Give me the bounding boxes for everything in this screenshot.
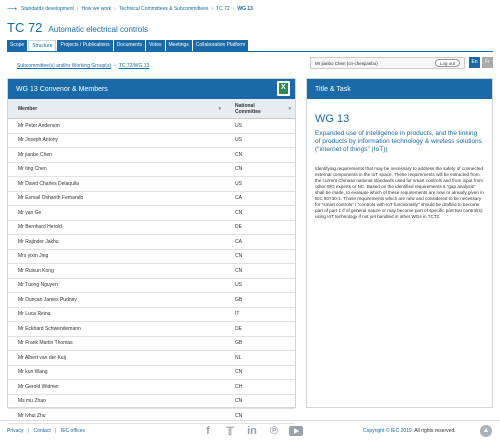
tc-code: TC 72 bbox=[7, 20, 43, 35]
member-name: Mr Esmail Oshanth Fernando bbox=[18, 195, 84, 202]
table-row bbox=[8, 148, 295, 163]
member-name: Mr jianbo Chen bbox=[18, 151, 52, 158]
facebook-icon[interactable]: f bbox=[206, 425, 210, 437]
member-national-committee: CH bbox=[235, 383, 243, 390]
breadcrumb-how-we-work[interactable]: How we work bbox=[81, 6, 112, 12]
iec-offices-link[interactable]: IEC offices bbox=[60, 428, 85, 434]
member-name: Mr lvhui Zhu bbox=[18, 412, 46, 419]
tab-structure[interactable]: Structure bbox=[28, 40, 56, 51]
table-row bbox=[8, 279, 295, 294]
breadcrumb-separator: › bbox=[211, 6, 214, 12]
twitter-icon[interactable]: 𝕋 bbox=[226, 425, 234, 438]
table-row bbox=[8, 264, 295, 279]
table-row bbox=[8, 322, 295, 337]
table-row bbox=[8, 119, 295, 134]
member-national-committee: US bbox=[235, 122, 242, 129]
chevron-right-icon: › bbox=[114, 63, 116, 69]
tc-name: Automatic electrical controls bbox=[48, 25, 148, 34]
table-row bbox=[8, 134, 295, 149]
arrow-right-icon: ⟶ bbox=[7, 6, 18, 13]
table-row bbox=[8, 177, 295, 192]
members-panel bbox=[7, 78, 296, 419]
member-national-committee: CN bbox=[235, 398, 243, 405]
member-name: Mr Ruixun Kong bbox=[18, 267, 54, 274]
member-national-committee: IT bbox=[235, 311, 240, 318]
youtube-icon[interactable] bbox=[289, 426, 303, 436]
table-row bbox=[8, 163, 295, 178]
member-national-committee: CN bbox=[235, 412, 243, 419]
table-row bbox=[8, 250, 295, 265]
tab-scope[interactable]: Scope bbox=[7, 40, 27, 51]
user-box bbox=[310, 57, 465, 69]
linkedin-icon[interactable]: in bbox=[247, 425, 257, 437]
breadcrumb bbox=[7, 3, 253, 15]
breadcrumb-tc72[interactable]: TC 72 bbox=[216, 6, 230, 12]
copyright-link[interactable]: Copyright © IEC 2019. bbox=[363, 428, 414, 434]
table-row bbox=[8, 206, 295, 221]
member-name: Mr Frank Martin Thomas bbox=[18, 340, 73, 347]
members-table-header bbox=[8, 99, 295, 119]
member-national-committee: CA bbox=[235, 238, 242, 245]
members-panel-title: WG 13 Convenor & Members bbox=[16, 85, 108, 93]
member-national-committee: CN bbox=[235, 267, 243, 274]
language-en-button[interactable]: En bbox=[469, 57, 480, 68]
wg-description: Expanded use of intelligence in products, and the linking of products by information technology & wireless solutions ("internet of things" (IoT)) bbox=[315, 130, 482, 153]
member-name: Mr yan Ge bbox=[18, 209, 42, 216]
member-name: Mr Gerold Widmer bbox=[18, 383, 59, 390]
tab-projects-publications[interactable]: Projects / Publications bbox=[57, 40, 112, 51]
table-row bbox=[8, 221, 295, 236]
member-name: Mr Joseph Antony bbox=[18, 137, 59, 144]
copyright bbox=[363, 428, 456, 434]
wg-name: WG 13 bbox=[315, 113, 350, 125]
member-name: Mr Rajinder Jakhu bbox=[18, 238, 59, 245]
sub-navigation-bar bbox=[7, 57, 493, 75]
member-national-committee: CN bbox=[235, 151, 243, 158]
privacy-link[interactable]: Privacy bbox=[7, 428, 24, 434]
member-name: Mr Luca Reina bbox=[18, 311, 51, 318]
member-name: Mr Albert van der Kuij bbox=[18, 354, 66, 361]
member-national-committee: US bbox=[235, 180, 242, 187]
member-national-committee: DE bbox=[235, 224, 242, 231]
column-nc-label: National Committee bbox=[235, 102, 261, 115]
title-task-heading: Title & Task bbox=[315, 85, 351, 93]
member-name: Ms mu Zhao bbox=[18, 398, 46, 405]
tab-meetings[interactable]: Meetings bbox=[166, 40, 192, 51]
member-name: Mr Bernhard Herold bbox=[18, 224, 62, 231]
member-national-committee: CA bbox=[235, 195, 242, 202]
member-name: Mr Peter Anderson bbox=[18, 122, 60, 129]
breadcrumb-current: WG 13 bbox=[237, 6, 253, 12]
tab-bar bbox=[7, 40, 248, 51]
table-row bbox=[8, 192, 295, 207]
social-links bbox=[201, 424, 303, 438]
sub-breadcrumb bbox=[17, 63, 149, 69]
column-header-national-committee[interactable] bbox=[225, 99, 295, 118]
table-row bbox=[8, 337, 295, 352]
logout-button[interactable]: Log out bbox=[435, 59, 460, 67]
footer-separator: | bbox=[27, 428, 30, 434]
member-national-committee: CN bbox=[235, 253, 243, 260]
breadcrumb-standards-development[interactable]: Standards development bbox=[21, 6, 74, 12]
tab-collaboration-platform[interactable]: Collaboration Platform bbox=[193, 40, 248, 51]
tab-documents[interactable]: Documents bbox=[114, 40, 145, 51]
member-name: Mr Tuong Nguyen bbox=[18, 282, 58, 289]
member-national-committee: US bbox=[235, 137, 242, 144]
copyright-rest: All rights reserved. bbox=[413, 428, 456, 434]
footer bbox=[0, 420, 500, 441]
members-table-body bbox=[8, 119, 295, 424]
breadcrumb-technical-committees[interactable]: Technical Committees & Subcommittees bbox=[118, 6, 209, 12]
pinterest-icon[interactable]: ℗ bbox=[269, 425, 279, 437]
language-fr-button[interactable]: Fr bbox=[482, 57, 493, 68]
footer-links bbox=[7, 428, 85, 434]
table-row bbox=[8, 351, 295, 366]
breadcrumb-separator: › bbox=[76, 6, 79, 12]
breadcrumb-separator: › bbox=[114, 6, 116, 12]
member-national-committee: GB bbox=[235, 296, 243, 303]
footer-separator: | bbox=[55, 428, 57, 434]
member-national-committee: NL bbox=[235, 354, 242, 361]
member-name: Mrs yixin Jing bbox=[18, 253, 49, 260]
members-panel-header bbox=[8, 79, 295, 99]
member-national-committee: CN bbox=[235, 369, 243, 376]
member-national-committee: CN bbox=[235, 209, 243, 216]
member-name: Mr ting Chen bbox=[18, 166, 47, 173]
column-header-member[interactable] bbox=[8, 99, 225, 118]
member-name: Mr Duncan James Pudney bbox=[18, 296, 77, 303]
contact-link[interactable]: Contact bbox=[33, 428, 51, 434]
tab-underline bbox=[7, 51, 493, 52]
member-name: Mr David Charles Delaquila bbox=[18, 180, 79, 187]
member-national-committee: GB bbox=[235, 340, 243, 347]
current-wg-link[interactable]: TC 72/WG 13 bbox=[118, 63, 150, 69]
wg-task-text: Identifying requirements that may be necessary to address the safety of connected external components in the IoT space. These requirements will be extracted from the current Chinese national standards used for smart controls and from input from other WG experts or NC. Based on the identified requirements a "gap analysis" shall be made, to evaluate which of these requirements are new or already given in IEC 60730-1. Those requirements which are new and considered to be necessary for "smart controls" / "controls with IoT functionality" should be drafted to become part of part 1 if of general nature or may become part of specific part two control(s) using IoT technology if not yet handled in other WGs in TC72. bbox=[315, 166, 484, 219]
table-row bbox=[8, 308, 295, 323]
title-task-panel bbox=[306, 78, 493, 408]
member-national-committee: CN bbox=[235, 166, 243, 173]
sort-icon[interactable]: ▾ bbox=[218, 106, 221, 112]
sort-icon[interactable]: ▾ bbox=[288, 106, 291, 112]
page-title bbox=[7, 20, 148, 35]
member-name: Mr Eckhard Schwendemann bbox=[18, 325, 81, 332]
table-row bbox=[8, 380, 295, 395]
table-row bbox=[8, 293, 295, 308]
breadcrumb-separator: › bbox=[232, 6, 235, 12]
member-national-committee: DE bbox=[235, 325, 242, 332]
subcommittees-link[interactable]: Subcommittee(s) and/or Working Group(s) bbox=[17, 63, 112, 69]
excel-export-icon[interactable] bbox=[277, 81, 290, 96]
member-name: Mr kun Wang bbox=[18, 369, 48, 376]
column-member-label: Member bbox=[18, 105, 38, 112]
scroll-to-top-button[interactable]: ▲ bbox=[480, 425, 492, 437]
user-name: Mr jianbo Chen (cn-chenjianbo) bbox=[315, 60, 378, 66]
table-row bbox=[8, 235, 295, 250]
table-row bbox=[8, 395, 295, 410]
title-task-header bbox=[307, 79, 492, 99]
table-row bbox=[8, 366, 295, 381]
tab-votes[interactable]: Votes bbox=[146, 40, 165, 51]
member-national-committee: US bbox=[235, 282, 242, 289]
